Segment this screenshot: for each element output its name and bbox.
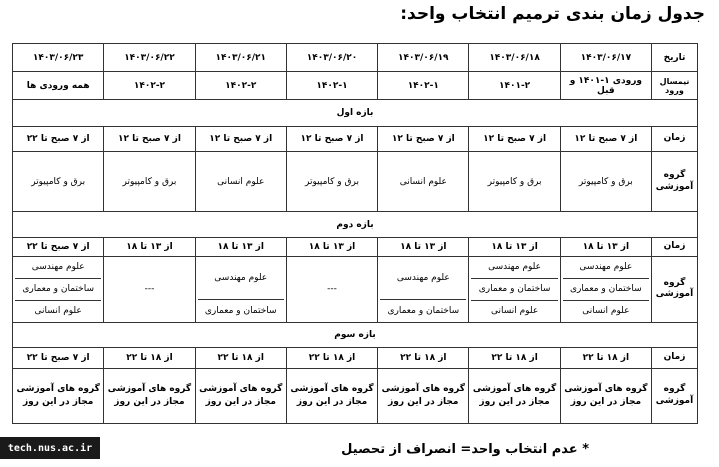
date-cell: ۱۴۰۳/۰۶/۲۱: [195, 44, 286, 72]
empty-cell: ---: [286, 256, 377, 322]
cohort-cell: ۱۴۰۲-۱: [286, 72, 377, 99]
time-cell: از ۷ صبح تا ۱۲: [469, 127, 560, 152]
date-label: تاریخ: [652, 44, 698, 72]
time-cell: از ۱۳ تا ۱۸: [469, 237, 560, 256]
site-logo: tech.nus.ac.ir: [0, 437, 100, 459]
group-stack-cell: [13, 256, 104, 322]
group-item: علوم مهندسی: [579, 262, 633, 273]
empty-cell: ---: [104, 256, 195, 322]
cohort-cell: ۱۴۰۲-۱: [378, 72, 469, 99]
group-cell: برق و کامپیوتر: [13, 152, 104, 212]
group-label-line1: گروه: [663, 384, 686, 395]
date-cell: ۱۴۰۳/۰۶/۲۰: [286, 44, 377, 72]
group-item: علوم مهندسی: [488, 262, 542, 273]
time-cell: از ۷ صبح تا ۱۲: [195, 127, 286, 152]
schedule-table: [12, 43, 698, 424]
group-cell: گروه های آموزشی مجاز در این روز: [560, 369, 651, 424]
group-stack-cell: [560, 256, 651, 322]
time-cell: از ۱۸ تا ۲۲: [195, 348, 286, 369]
period-3-group-row: [13, 369, 698, 424]
group-label-line2: آموزشی: [655, 181, 694, 192]
time-cell: از ۷ صبح تا ۱۲: [286, 127, 377, 152]
time-cell: از ۱۳ تا ۱۸: [378, 237, 469, 256]
time-label: زمان: [652, 348, 698, 369]
cohort-cell: همه ورودی ها: [13, 72, 104, 99]
group-item: علوم مهندسی: [214, 273, 268, 283]
footer-note: * عدم انتخاب واحد= انصراف از تحصیل: [341, 442, 589, 457]
time-cell: از ۷ صبح تا ۲۲: [13, 348, 104, 369]
time-cell: از ۷ صبح تا ۱۲: [560, 127, 651, 152]
time-label: زمان: [652, 127, 698, 152]
group-stack-cell: [195, 256, 286, 322]
period-3-heading-row: [13, 322, 698, 347]
time-cell: از ۱۳ تا ۱۸: [286, 237, 377, 256]
cohort-cell: ۱۴۰۲-۲: [195, 72, 286, 99]
cohort-cell: ۱۴۰۲-۲: [104, 72, 195, 99]
period-2-time-row: [13, 237, 698, 256]
date-cell: ۱۴۰۳/۰۶/۱۷: [560, 44, 651, 72]
time-cell: از ۷ صبح تا ۱۲: [104, 127, 195, 152]
group-label-line1: گروه: [663, 170, 686, 181]
group-label: [652, 152, 698, 212]
time-cell: از ۱۸ تا ۲۲: [104, 348, 195, 369]
group-stack-cell: [469, 256, 560, 322]
period-3-title: بازه سوم: [13, 322, 698, 347]
group-cell: گروه های آموزشی مجاز در این روز: [104, 369, 195, 424]
group-cell: برق و کامپیوتر: [469, 152, 560, 212]
date-cell: ۱۴۰۳/۰۶/۲۳: [13, 44, 104, 72]
group-label: [652, 256, 698, 322]
date-cell: ۱۴۰۳/۰۶/۱۸: [469, 44, 560, 72]
cohort-row: [13, 72, 698, 99]
group-cell: برق و کامپیوتر: [104, 152, 195, 212]
time-cell: از ۱۸ تا ۲۲: [378, 348, 469, 369]
date-cell: ۱۴۰۳/۰۶/۱۹: [378, 44, 469, 72]
date-cell: ۱۴۰۳/۰۶/۲۲: [104, 44, 195, 72]
time-cell: از ۷ صبح تا ۲۲: [13, 237, 104, 256]
group-label-line2: آموزشی: [655, 289, 694, 300]
group-cell: برق و کامپیوتر: [560, 152, 651, 212]
period-2-title: بازه دوم: [13, 212, 698, 237]
group-cell: گروه های آموزشی مجاز در این روز: [13, 369, 104, 424]
period-1-time-row: [13, 127, 698, 152]
group-item: علوم انسانی: [15, 300, 101, 322]
time-cell: از ۱۸ تا ۲۲: [560, 348, 651, 369]
group-item: ساختمان و معماری: [198, 299, 284, 321]
group-cell: گروه های آموزشی مجاز در این روز: [195, 369, 286, 424]
time-cell: از ۱۳ تا ۱۸: [560, 237, 651, 256]
group-cell: گروه های آموزشی مجاز در این روز: [378, 369, 469, 424]
period-3-time-row: [13, 348, 698, 369]
time-cell: از ۱۳ تا ۱۸: [104, 237, 195, 256]
time-cell: از ۷ صبح تا ۱۲: [378, 127, 469, 152]
group-item: علوم انسانی: [471, 300, 557, 322]
group-cell: برق و کامپیوتر: [286, 152, 377, 212]
group-cell: علوم انسانی: [195, 152, 286, 212]
period-1-group-row: [13, 152, 698, 212]
time-label: زمان: [652, 237, 698, 256]
time-cell: از ۷ صبح تا ۲۲: [13, 127, 104, 152]
group-item: ساختمان و معماری: [471, 278, 557, 300]
date-row: [13, 44, 698, 72]
group-item: ساختمان و معماری: [380, 299, 466, 321]
period-1-heading-row: [13, 99, 698, 126]
time-cell: از ۱۸ تا ۲۲: [469, 348, 560, 369]
group-stack-cell: [378, 256, 469, 322]
group-item: علوم انسانی: [563, 300, 649, 322]
group-item: ساختمان و معماری: [15, 278, 101, 300]
group-cell: گروه های آموزشی مجاز در این روز: [469, 369, 560, 424]
time-cell: از ۱۳ تا ۱۸: [195, 237, 286, 256]
group-label-line2: آموزشی: [655, 396, 694, 407]
group-label-line1: گروه: [663, 277, 686, 288]
group-cell: علوم انسانی: [378, 152, 469, 212]
group-item: ساختمان و معماری: [563, 278, 649, 300]
period-2-group-row: [13, 256, 698, 322]
page-title: جدول زمان بندی ترمیم انتخاب واحد:: [400, 4, 705, 24]
period-1-title: بازه اول: [13, 99, 698, 126]
group-item: علوم مهندسی: [396, 273, 450, 283]
period-2-heading-row: [13, 212, 698, 237]
group-label: [652, 369, 698, 424]
cohort-cell: ورودی ۱-۱۴۰۱ و قبل: [560, 72, 651, 99]
group-cell: گروه های آموزشی مجاز در این روز: [286, 369, 377, 424]
time-cell: از ۱۸ تا ۲۲: [286, 348, 377, 369]
cohort-cell: ۱۴۰۱-۲: [469, 72, 560, 99]
group-item: علوم مهندسی: [31, 262, 85, 273]
cohort-label: نیمسال ورود: [652, 72, 698, 99]
